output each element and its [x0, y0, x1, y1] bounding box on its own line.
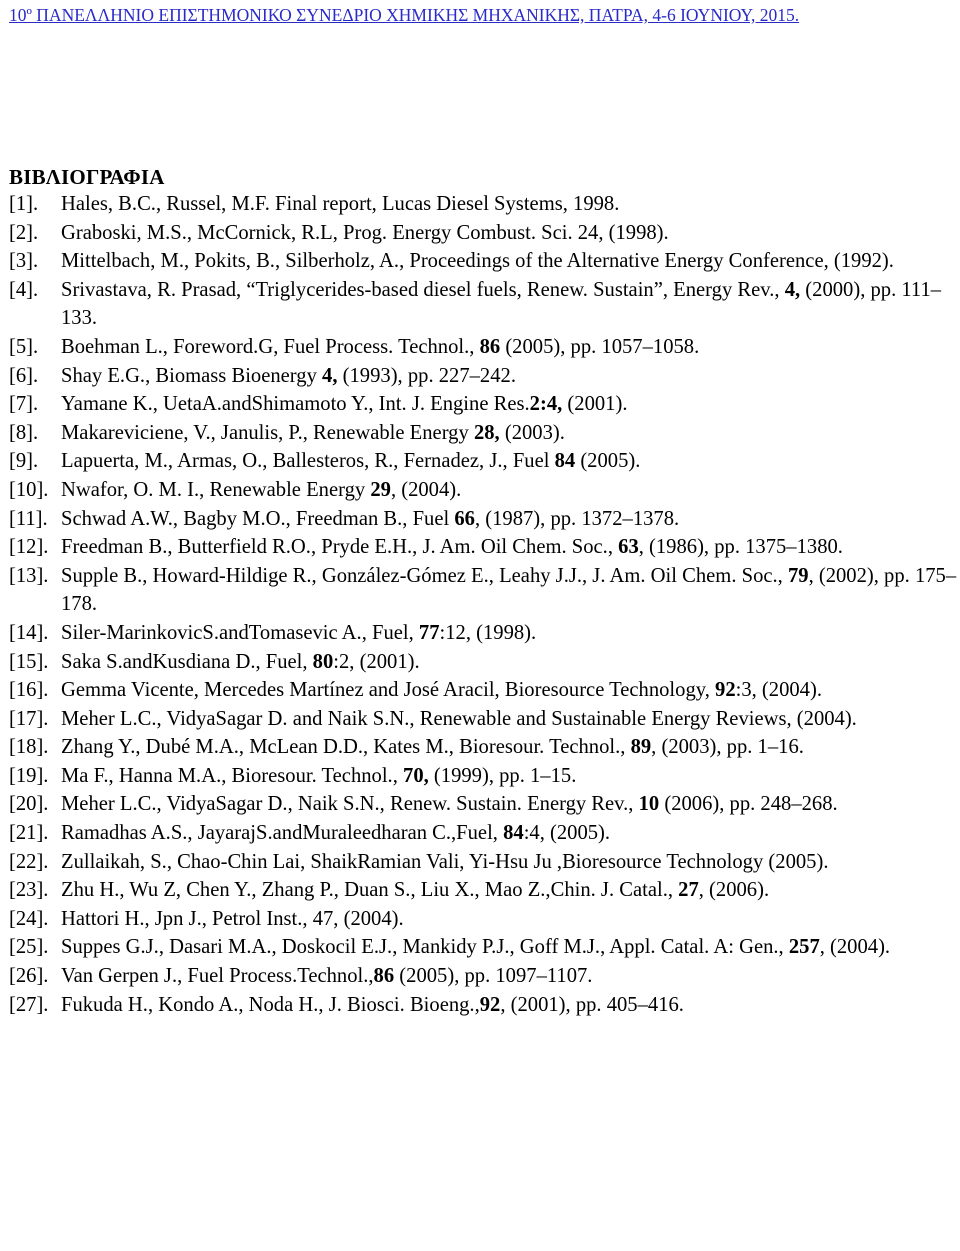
reference-volume: 4,	[322, 364, 338, 387]
reference-volume: 66	[454, 507, 475, 530]
reference-item	[9, 733, 957, 762]
reference-text	[61, 676, 957, 705]
reference-number: [26].	[9, 965, 49, 988]
reference-item	[9, 933, 957, 962]
reference-text	[61, 962, 957, 991]
reference-segment: Schwad A.W., Bagby M.O., Freedman B., Fuel	[61, 507, 455, 530]
reference-item	[9, 762, 957, 791]
reference-volume: 28,	[473, 421, 500, 444]
reference-item	[9, 190, 957, 219]
reference-segment: Meher L.C., VidyaSagar D., Naik S.N., Renew. Sustain. Energy Rev.,	[61, 793, 639, 816]
reference-segment: (2005).	[575, 450, 641, 473]
reference-segment: Hales, B.C., Russel, M.F. Final report, Lucas Diesel Systems, 1998.	[61, 193, 620, 215]
reference-segment: Lapuerta, M., Armas, O., Ballesteros, R., Fernadez, J., Fuel	[61, 450, 555, 473]
reference-text	[61, 276, 957, 333]
reference-text	[61, 190, 957, 219]
reference-number: [8].	[9, 421, 39, 444]
reference-item	[9, 419, 957, 448]
reference-segment: (2005), pp. 1097–1107.	[394, 965, 593, 988]
reference-item	[9, 533, 957, 562]
reference-segment: , (2003), pp. 1–16.	[651, 736, 804, 759]
reference-volume: 79	[787, 564, 809, 587]
reference-text	[61, 219, 957, 248]
reference-segment: , (2001), pp. 405–416.	[500, 993, 684, 1016]
reference-segment: :12, (1998).	[439, 621, 537, 644]
reference-item	[9, 619, 957, 648]
reference-text	[61, 333, 957, 362]
reference-text	[61, 390, 957, 419]
reference-text	[61, 648, 957, 677]
reference-volume: 80	[312, 650, 334, 673]
reference-segment: Boehman L., Foreword.G, Fuel Process. Technol.,	[61, 335, 480, 358]
reference-number: [3].	[9, 250, 39, 273]
reference-volume: 86	[373, 965, 395, 988]
reference-segment: Gemma Vicente, Mercedes Martínez and José Aracil, Bioresource Technology,	[61, 679, 716, 702]
reference-item	[9, 648, 957, 677]
reference-number: [11].	[9, 507, 48, 530]
reference-volume: 92	[715, 679, 736, 702]
reference-number: [17].	[9, 707, 49, 730]
reference-item	[9, 905, 957, 934]
reference-volume: 29	[370, 478, 391, 501]
reference-text	[61, 562, 957, 619]
reference-segment: , (1987), pp. 1372–1378.	[474, 507, 680, 530]
reference-list	[9, 190, 957, 1019]
reference-volume: 4,	[784, 278, 801, 301]
reference-item	[9, 991, 957, 1020]
reference-number: [25].	[9, 936, 49, 959]
reference-item	[9, 505, 957, 534]
page-header[interactable]: 10º ΠΑΝΕΛΛΗΝΙΟ ΕΠΙΣΤΗΜΟΝΙΚΟ ΣΥΝΕΔΡΙΟ ΧΗΜΙΚΗΣ ΜΗΧΑΝΙΚΗΣ, ΠΑΤΡΑ, 4-6 ΙΟΥΝΙΟΥ, 2015.	[9, 5, 800, 25]
reference-text	[61, 762, 957, 791]
reference-number: [21].	[9, 822, 49, 845]
reference-volume: 86	[479, 335, 501, 358]
reference-number: [9].	[9, 450, 39, 473]
reference-segment: Graboski, M.S., McCornick, R.L, Prog. Energy Combust. Sci. 24, (1998).	[61, 221, 669, 244]
reference-volume: 77	[418, 621, 440, 644]
reference-text	[61, 733, 957, 762]
reference-item	[9, 476, 957, 505]
reference-segment: Van Gerpen J., Fuel Process.Technol.,	[61, 965, 374, 988]
reference-number: [19].	[9, 764, 49, 787]
reference-number: [12].	[9, 536, 49, 559]
reference-item	[9, 362, 957, 391]
reference-segment: , (2002), pp. 175–178.	[61, 564, 957, 616]
reference-segment: Mittelbach, M., Pokits, B., Silberholz, A., Proceedings of the Alternative Energy Conference, (1992).	[61, 250, 894, 273]
reference-text	[61, 705, 957, 734]
reference-item	[9, 562, 957, 619]
reference-item	[9, 848, 957, 877]
reference-item	[9, 676, 957, 705]
reference-item	[9, 333, 957, 362]
reference-segment: Shay E.G., Biomass Bioenergy	[61, 364, 323, 387]
reference-segment: Ma F., Hanna M.A., Bioresour. Technol.,	[61, 764, 404, 787]
reference-item	[9, 819, 957, 848]
reference-segment: , (2004).	[819, 936, 891, 959]
reference-segment: Fukuda H., Kondo A., Noda H., J. Biosci. Bioeng.,	[61, 993, 480, 1016]
reference-segment: (2003).	[499, 421, 565, 444]
reference-number: [6].	[9, 364, 39, 387]
reference-segment: :3, (2004).	[735, 679, 822, 702]
reference-item	[9, 962, 957, 991]
reference-volume: 63	[618, 536, 639, 559]
reference-segment: Ramadhas A.S., JayarajS.andMuraleedharan C.,Fuel,	[61, 822, 504, 845]
reference-volume: 10	[638, 793, 660, 816]
reference-segment: (2000), pp. 111–133.	[61, 278, 942, 330]
reference-number: [13].	[9, 564, 49, 587]
reference-number: [15].	[9, 650, 49, 673]
reference-item	[9, 876, 957, 905]
reference-segment: (1999), pp. 1–15.	[428, 764, 577, 787]
reference-number: [23].	[9, 879, 49, 902]
reference-segment: , (2004).	[390, 478, 462, 501]
reference-number: [27].	[9, 993, 49, 1016]
reference-text	[61, 819, 957, 848]
reference-segment: :2, (2001).	[333, 650, 420, 673]
reference-number: [22].	[9, 850, 49, 873]
reference-number: [18].	[9, 736, 49, 759]
reference-text	[61, 476, 957, 505]
reference-text	[61, 505, 957, 534]
reference-segment: (2005), pp. 1057–1058.	[500, 335, 700, 358]
reference-item	[9, 705, 957, 734]
reference-segment: (2001).	[562, 393, 628, 416]
reference-segment: Supple B., Howard-Hildige R., González-Gómez E., Leahy J.J., J. Am. Oil Chem. Soc.,	[61, 564, 788, 587]
reference-segment: Yamane K., UetaA.andShimamoto Y., Int. J. Engine Res.	[61, 393, 530, 416]
reference-segment: Freedman B., Butterfield R.O., Pryde E.H., J. Am. Oil Chem. Soc.,	[61, 536, 619, 559]
reference-segment: Srivastava, R. Prasad, “Triglycerides-based diesel fuels, Renew. Sustain”, Energy Rev.,	[61, 278, 785, 301]
reference-number: [4].	[9, 278, 39, 301]
reference-number: [16].	[9, 679, 49, 702]
reference-number: [7].	[9, 393, 39, 416]
reference-number: [24].	[9, 907, 49, 930]
reference-volume: 257	[788, 936, 820, 959]
reference-text	[61, 905, 957, 934]
section-title: ΒΙΒΛΙΟΓΡΑΦΙΑ	[9, 165, 165, 189]
reference-volume: 92	[479, 993, 501, 1016]
reference-segment: Suppes G.J., Dasari M.A., Doskocil E.J., Mankidy P.J., Goff M.J., Appl. Catal. A: Gen.,	[61, 936, 789, 959]
reference-text	[61, 247, 957, 276]
reference-volume: 84	[503, 822, 524, 845]
reference-text	[61, 848, 957, 877]
reference-text	[61, 447, 957, 476]
reference-volume: 70,	[403, 764, 429, 787]
reference-text	[61, 991, 957, 1020]
reference-text	[61, 876, 957, 905]
reference-segment: , (2006).	[698, 879, 770, 902]
reference-segment: Siler-MarinkovicS.andTomasevic A., Fuel,	[61, 621, 419, 644]
reference-item	[9, 276, 957, 333]
reference-number: [2].	[9, 221, 39, 244]
reference-item	[9, 447, 957, 476]
reference-segment: (2006), pp. 248–268.	[659, 793, 838, 816]
reference-volume: 89	[630, 736, 652, 759]
reference-number: [20].	[9, 793, 49, 816]
reference-text	[61, 790, 957, 819]
reference-item	[9, 219, 957, 248]
reference-volume: 84	[554, 450, 576, 473]
reference-segment: :4, (2005).	[523, 822, 611, 845]
reference-text	[61, 419, 957, 448]
reference-number: [14].	[9, 621, 49, 644]
reference-item	[9, 247, 957, 276]
reference-item	[9, 390, 957, 419]
reference-text	[61, 533, 957, 562]
reference-segment: Nwafor, O. M. I., Renewable Energy	[61, 478, 371, 501]
reference-text	[61, 933, 957, 962]
reference-segment: Makareviciene, V., Janulis, P., Renewable Energy	[61, 421, 474, 444]
reference-item	[9, 790, 957, 819]
reference-text	[61, 619, 957, 648]
reference-number: [10].	[9, 478, 49, 501]
reference-number: [5].	[9, 335, 39, 358]
reference-segment: Saka S.andKusdiana D., Fuel,	[61, 650, 313, 673]
reference-segment: Zhu H., Wu Z, Chen Y., Zhang P., Duan S., Liu X., Mao Z.,Chin. J. Catal.,	[61, 879, 679, 902]
reference-segment: Meher L.C., VidyaSagar D. and Naik S.N., Renewable and Sustainable Energy Reviews, (2004).	[61, 707, 857, 730]
reference-segment: (1993), pp. 227–242.	[337, 364, 516, 387]
reference-text	[61, 362, 957, 391]
reference-volume: 2:4,	[529, 393, 563, 416]
reference-segment: , (1986), pp. 1375–1380.	[638, 536, 843, 559]
reference-segment: Zullaikah, S., Chao-Chin Lai, ShaikRamian Vali, Yi-Hsu Ju ,Bioresource Technology (2005).	[61, 850, 829, 873]
reference-volume: 27	[678, 879, 699, 902]
reference-number: [1].	[9, 193, 39, 215]
reference-segment: Hattori H., Jpn J., Petrol Inst., 47, (2004).	[61, 907, 404, 930]
reference-segment: Zhang Y., Dubé M.A., McLean D.D., Kates M., Bioresour. Technol.,	[61, 736, 631, 759]
